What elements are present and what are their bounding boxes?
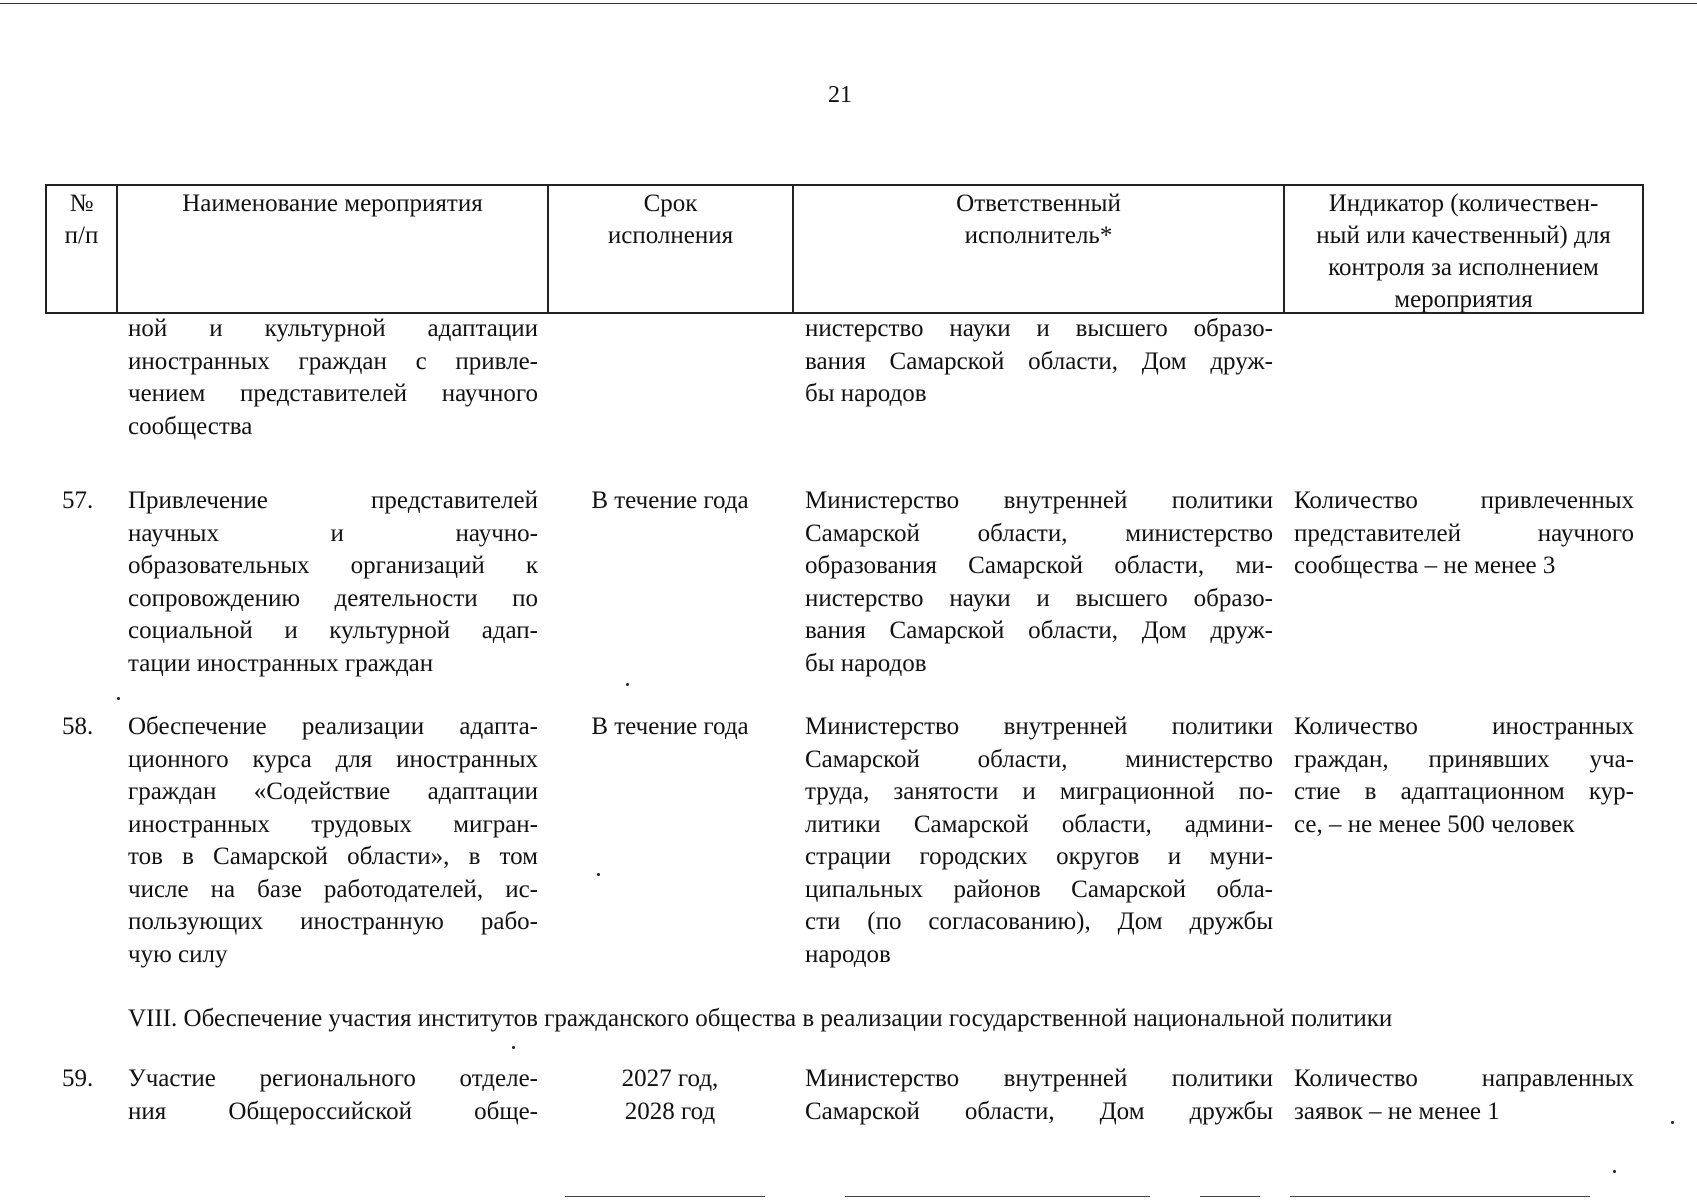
header-name-cell (118, 186, 549, 312)
section-title: VIII. Обеспечение участия институтов гражданского общества в реализации государственной национальной политики (128, 1005, 1393, 1032)
row-58-term (560, 711, 780, 744)
text-line: иностранных трудовых мигран- (128, 810, 538, 838)
text-line: вания Самарской области, Дом друж- (805, 347, 1273, 375)
text-line: граждан «Содействие адаптации (128, 778, 538, 805)
text-line: образования Самарской области, ми- (805, 552, 1273, 579)
text-line: чую силу (128, 940, 228, 968)
text-line: нистерство науки и высшего образо- (805, 315, 1273, 342)
row-57-name (128, 485, 538, 680)
rule-fragment (845, 1196, 1150, 1197)
header-text: № (69, 190, 94, 217)
row-59-name (128, 1063, 538, 1128)
text-line: ния Общероссийской обще- (128, 1097, 538, 1125)
text-line: ципальных районов Самарской обла- (805, 875, 1273, 903)
header-text: п/п (64, 222, 99, 249)
text-line: се, – не менее 500 человек (1294, 810, 1575, 838)
text-line: Обеспечение реализации адапта- (128, 713, 538, 740)
scan-speck (512, 1046, 515, 1049)
header-indicator-cell (1285, 186, 1642, 312)
text-line: бы народов (805, 380, 927, 407)
text-line: вания Самарской области, Дом друж- (805, 617, 1273, 644)
text-line: бы народов (805, 649, 927, 677)
text-line: Привлечение представителей (128, 487, 538, 514)
row-59-indicator (1294, 1063, 1634, 1128)
text-line: 2028 год (624, 1097, 716, 1125)
scan-speck (597, 873, 600, 876)
header-term-cell (549, 186, 794, 312)
row-58-number: 58. (62, 713, 94, 740)
header-text: Индикатор (количествен- (1328, 190, 1599, 217)
text-line: литики Самарской области, админи- (805, 810, 1273, 838)
top-rule (0, 3, 1697, 4)
header-text: ный или качественный) для (1316, 222, 1611, 249)
text-line: сообщества (128, 412, 253, 440)
text-line: страции городских округов и муни- (805, 843, 1273, 870)
continuation-responsible (805, 313, 1273, 411)
text-line: тации иностранных граждан (128, 649, 434, 677)
header-num-cell (47, 186, 118, 312)
header-text: исполнитель* (964, 222, 1113, 249)
text-line: представителей научного (1294, 519, 1634, 547)
text-line: образовательных организаций к (128, 552, 538, 579)
text-line: пользующих иностранную рабо- (128, 908, 538, 935)
text-line: сти (по согласованию), Дом дружбы (805, 908, 1273, 935)
text-line: Самарской области, министерство (805, 519, 1273, 547)
page-number: 21 (828, 82, 852, 108)
text-line: стие в адаптационном кур- (1294, 778, 1634, 805)
row-57-number: 57. (62, 487, 94, 514)
text-line: числе на базе работодателей, ис- (128, 875, 538, 903)
text-line: ционного курса для иностранных (128, 745, 538, 773)
text-line: Министерство внутренней политики (805, 713, 1273, 740)
text-line: Участие регионального отделе- (128, 1065, 538, 1092)
row-59-number: 59. (62, 1065, 94, 1092)
header-text: Ответственный (956, 190, 1121, 217)
scan-speck (626, 683, 629, 686)
text-line: граждан, принявших уча- (1294, 745, 1634, 773)
scan-speck (117, 697, 120, 700)
table-header (45, 184, 1644, 314)
row-59-responsible (805, 1063, 1273, 1128)
continuation-name (128, 313, 538, 443)
header-text: Наименование мероприятия (182, 190, 483, 217)
text-line: ной и культурной адаптации (128, 315, 538, 342)
text-line: заявок – не менее 1 (1294, 1097, 1500, 1125)
text-line: В течение года (591, 487, 749, 514)
text-line: Количество иностранных (1294, 713, 1634, 740)
rule-fragment (565, 1196, 765, 1197)
row-59-term (560, 1063, 780, 1128)
row-58-indicator (1294, 711, 1634, 841)
header-responsible-cell (794, 186, 1285, 312)
text-line: сопровождению деятельности по (128, 584, 538, 612)
row-57-indicator (1294, 485, 1634, 583)
bottom-rule-fragments (0, 1196, 1697, 1198)
scan-speck (1671, 1121, 1674, 1124)
text-line: Министерство внутренней политики (805, 1065, 1273, 1092)
text-line: Количество привлеченных (1294, 487, 1634, 514)
scan-speck (1613, 1170, 1616, 1173)
text-line: научных и научно- (128, 519, 538, 547)
text-line: Самарской области, министерство (805, 745, 1273, 773)
text-line: нистерство науки и высшего образо- (805, 584, 1273, 612)
header-text: контроля за исполнением (1328, 254, 1599, 281)
row-58-name (128, 711, 538, 971)
text-line: Количество направленных (1294, 1065, 1634, 1092)
header-text: исполнения (607, 222, 734, 249)
rule-fragment (1290, 1196, 1590, 1197)
text-line: чением представителей научного (128, 380, 538, 407)
rule-fragment (1200, 1196, 1260, 1197)
text-line: сообщества – не менее 3 (1294, 552, 1556, 579)
text-line: 2027 год, (621, 1065, 719, 1092)
header-text: мероприятия (1394, 286, 1533, 313)
header-text: Срок (643, 190, 698, 217)
text-line: Министерство внутренней политики (805, 487, 1273, 514)
text-line: В течение года (591, 713, 749, 740)
text-line: труда, занятости и миграционной по- (805, 778, 1273, 805)
row-58-responsible (805, 711, 1273, 971)
row-57-term (560, 485, 780, 518)
text-line: народов (805, 940, 891, 968)
text-line: Самарской области, Дом дружбы (805, 1097, 1273, 1125)
text-line: иностранных граждан с привле- (128, 347, 538, 375)
text-line: тов в Самарской области», в том (128, 843, 538, 870)
text-line: социальной и культурной адап- (128, 617, 538, 644)
row-57-responsible (805, 485, 1273, 680)
